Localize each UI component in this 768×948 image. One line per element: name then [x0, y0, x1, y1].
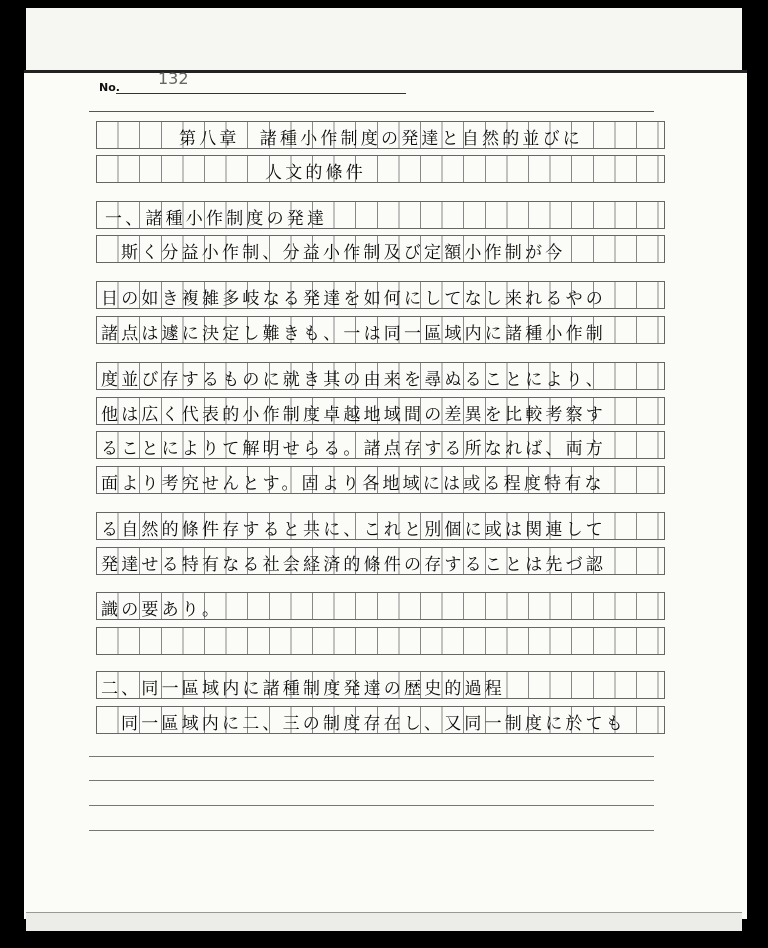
text-line: 日の如き複雑多岐なる発達を如何にしてなし来れるやの — [101, 289, 606, 309]
page-number-label: No. — [99, 81, 120, 94]
ruled-line — [89, 111, 654, 112]
ruled-line — [89, 756, 654, 757]
text-line: る自然的條件存すると共に、これと別個に或は関連して — [101, 520, 606, 540]
manuscript-row — [96, 397, 665, 425]
ruled-line — [89, 780, 654, 781]
manuscript-row — [96, 235, 665, 263]
text-line: 同一區域内に二、三の制度存在し、又同一制度に於ても — [121, 714, 626, 734]
manuscript-row — [96, 155, 665, 183]
manuscript-row — [96, 362, 665, 390]
text-line: 識の要あり。 — [101, 600, 223, 620]
manuscript-row — [96, 466, 665, 494]
page-number-rule — [116, 93, 406, 94]
section-heading-1: 一、諸種小作制度の発達 — [105, 209, 328, 229]
manuscript-row — [96, 431, 665, 459]
text-line: 諸点は遽に決定し難きも、一は同一區域内に諸種小作制 — [101, 324, 606, 344]
text-line: 度並び存するものに就き其の由来を尋ぬることにより、 — [101, 370, 606, 390]
text-line: ることによりて解明せらる。諸点存する所なれば、両方 — [101, 439, 606, 459]
text-line: 斯く分益小作制、分益小作制及び定額小作制が今 — [121, 243, 566, 263]
manuscript-row — [96, 706, 665, 734]
text-line: 発達せる特有なる社会経済的條件の存することは先づ認 — [101, 555, 606, 575]
manuscript-row — [96, 547, 665, 575]
chapter-title: 第八章 諸種小作制度の発達と自然的並びに — [179, 129, 583, 149]
ruled-line — [89, 805, 654, 806]
section-heading-2: 二、同一區域内に諸種制度発達の歴史的過程 — [101, 679, 505, 699]
text-line: 他は広く代表的小作制度卓越地域間の差異を比較考察す — [101, 405, 606, 425]
ruled-line — [89, 830, 654, 831]
manuscript-row — [96, 121, 665, 149]
manuscript-row — [96, 671, 665, 699]
manuscript-row — [96, 512, 665, 540]
manuscript-row — [96, 592, 665, 620]
manuscript-row — [96, 281, 665, 309]
manuscript-page — [24, 70, 747, 919]
text-line: 面より考究せんとす。固より各地域には或る程度特有な — [101, 474, 605, 494]
scan-edge — [26, 912, 742, 931]
manuscript-row — [96, 316, 665, 344]
manuscript-row — [96, 627, 665, 655]
chapter-title-continued: 人文的條件 — [265, 163, 366, 183]
page-number-value: 132 — [158, 69, 189, 88]
manuscript-row — [96, 201, 665, 229]
